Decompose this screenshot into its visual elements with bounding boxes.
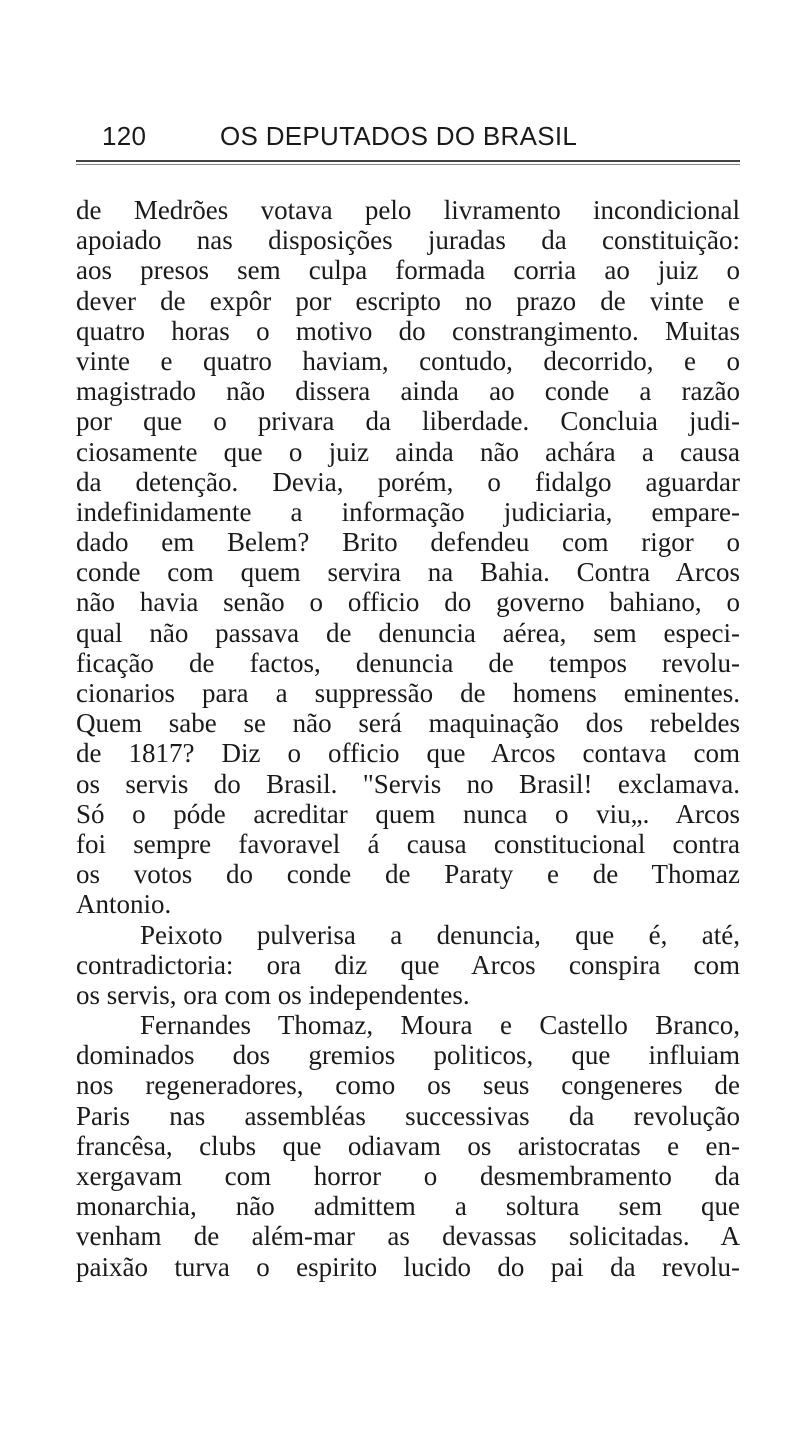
text-line: cionarios para a suppressão de homens eminentes. xyxy=(76,678,740,708)
text-line: qual não passava de denuncia aérea, sem especi- xyxy=(76,617,740,648)
text-line: Peixoto pulverisa a denuncia, que é, até, xyxy=(140,919,740,950)
text-line: Paris nas assembléas successivas da revolução xyxy=(76,1100,740,1131)
text-line: da detenção. Devia, porém, o fidalgo aguardar xyxy=(76,466,740,497)
text-line: xergavam com horror o desmembramento da xyxy=(76,1161,740,1191)
text-line: indefinidamente a informação judiciaria, empare- xyxy=(76,496,740,527)
text-line: por que o privara da liberdade. Concluia judi- xyxy=(76,406,740,437)
text-line: foi sempre favoravel á causa constitucional contra xyxy=(76,828,740,859)
text-line: os servis, ora com os independentes. xyxy=(76,979,470,1010)
text-line: Fernandes Thomaz, Moura e Castello Branco, xyxy=(140,1010,740,1041)
text-line: venham de além-mar as devassas solicitadas. A xyxy=(76,1221,740,1252)
body-text xyxy=(76,195,740,1282)
header-rule xyxy=(76,160,740,162)
text-line: conde com quem servira na Bahia. Contra Arcos xyxy=(76,557,740,588)
text-line: os servis do Brasil. "Servis no Brasil! exclamava. xyxy=(76,768,740,799)
text-line: apoiado nas disposições juradas da constituição: xyxy=(76,225,740,256)
page-header xyxy=(102,116,742,156)
text-line: dever de expôr por escripto no prazo de vinte e xyxy=(76,285,740,316)
text-line: contradictoria: ora diz que Arcos conspira com xyxy=(76,949,740,980)
text-line: Antonio. xyxy=(76,889,172,920)
text-line: nos regeneradores, como os seus congeneres de xyxy=(76,1070,740,1101)
running-title: OS DEPUTADOS DO BRASIL xyxy=(220,121,578,151)
text-line: Quem sabe se não será maquinação dos rebeldes xyxy=(76,708,740,739)
header-rule-thin xyxy=(76,164,740,165)
text-line: de 1817? Diz o officio que Arcos contava com xyxy=(76,738,740,769)
text-line: dominados dos gremios politicos, que influiam xyxy=(76,1040,740,1071)
text-line: os votos do conde de Paraty e de Thomaz xyxy=(76,859,740,890)
text-line: ciosamente que o juiz ainda não achára a causa xyxy=(76,436,740,467)
text-line: magistrado não dissera ainda ao conde a razão xyxy=(76,376,740,407)
text-line: quatro horas o motivo do constrangimento. Muitas xyxy=(76,315,740,346)
text-line: francêsa, clubs que odiavam os aristocratas e en- xyxy=(76,1130,740,1161)
text-line: ficação de factos, denuncia de tempos revolu- xyxy=(76,647,740,678)
text-line: de Medrões votava pelo livramento incondicional xyxy=(76,195,740,225)
text-line: aos presos sem culpa formada corria ao juiz o xyxy=(76,255,740,286)
text-line: paixão turva o espirito lucido do pai da revolu- xyxy=(76,1251,740,1282)
text-line: vinte e quatro haviam, contudo, decorrido, e o xyxy=(76,345,740,376)
page-number: 120 xyxy=(102,121,147,151)
text-line: monarchia, não admittem a soltura sem que xyxy=(76,1191,740,1222)
text-line: dado em Belem? Brito defendeu com rigor o xyxy=(76,527,740,558)
text-line: Só o póde acreditar quem nunca o viu„. Arcos xyxy=(76,798,740,829)
text-line: não havia senão o officio do governo bahiano, o xyxy=(76,587,740,618)
